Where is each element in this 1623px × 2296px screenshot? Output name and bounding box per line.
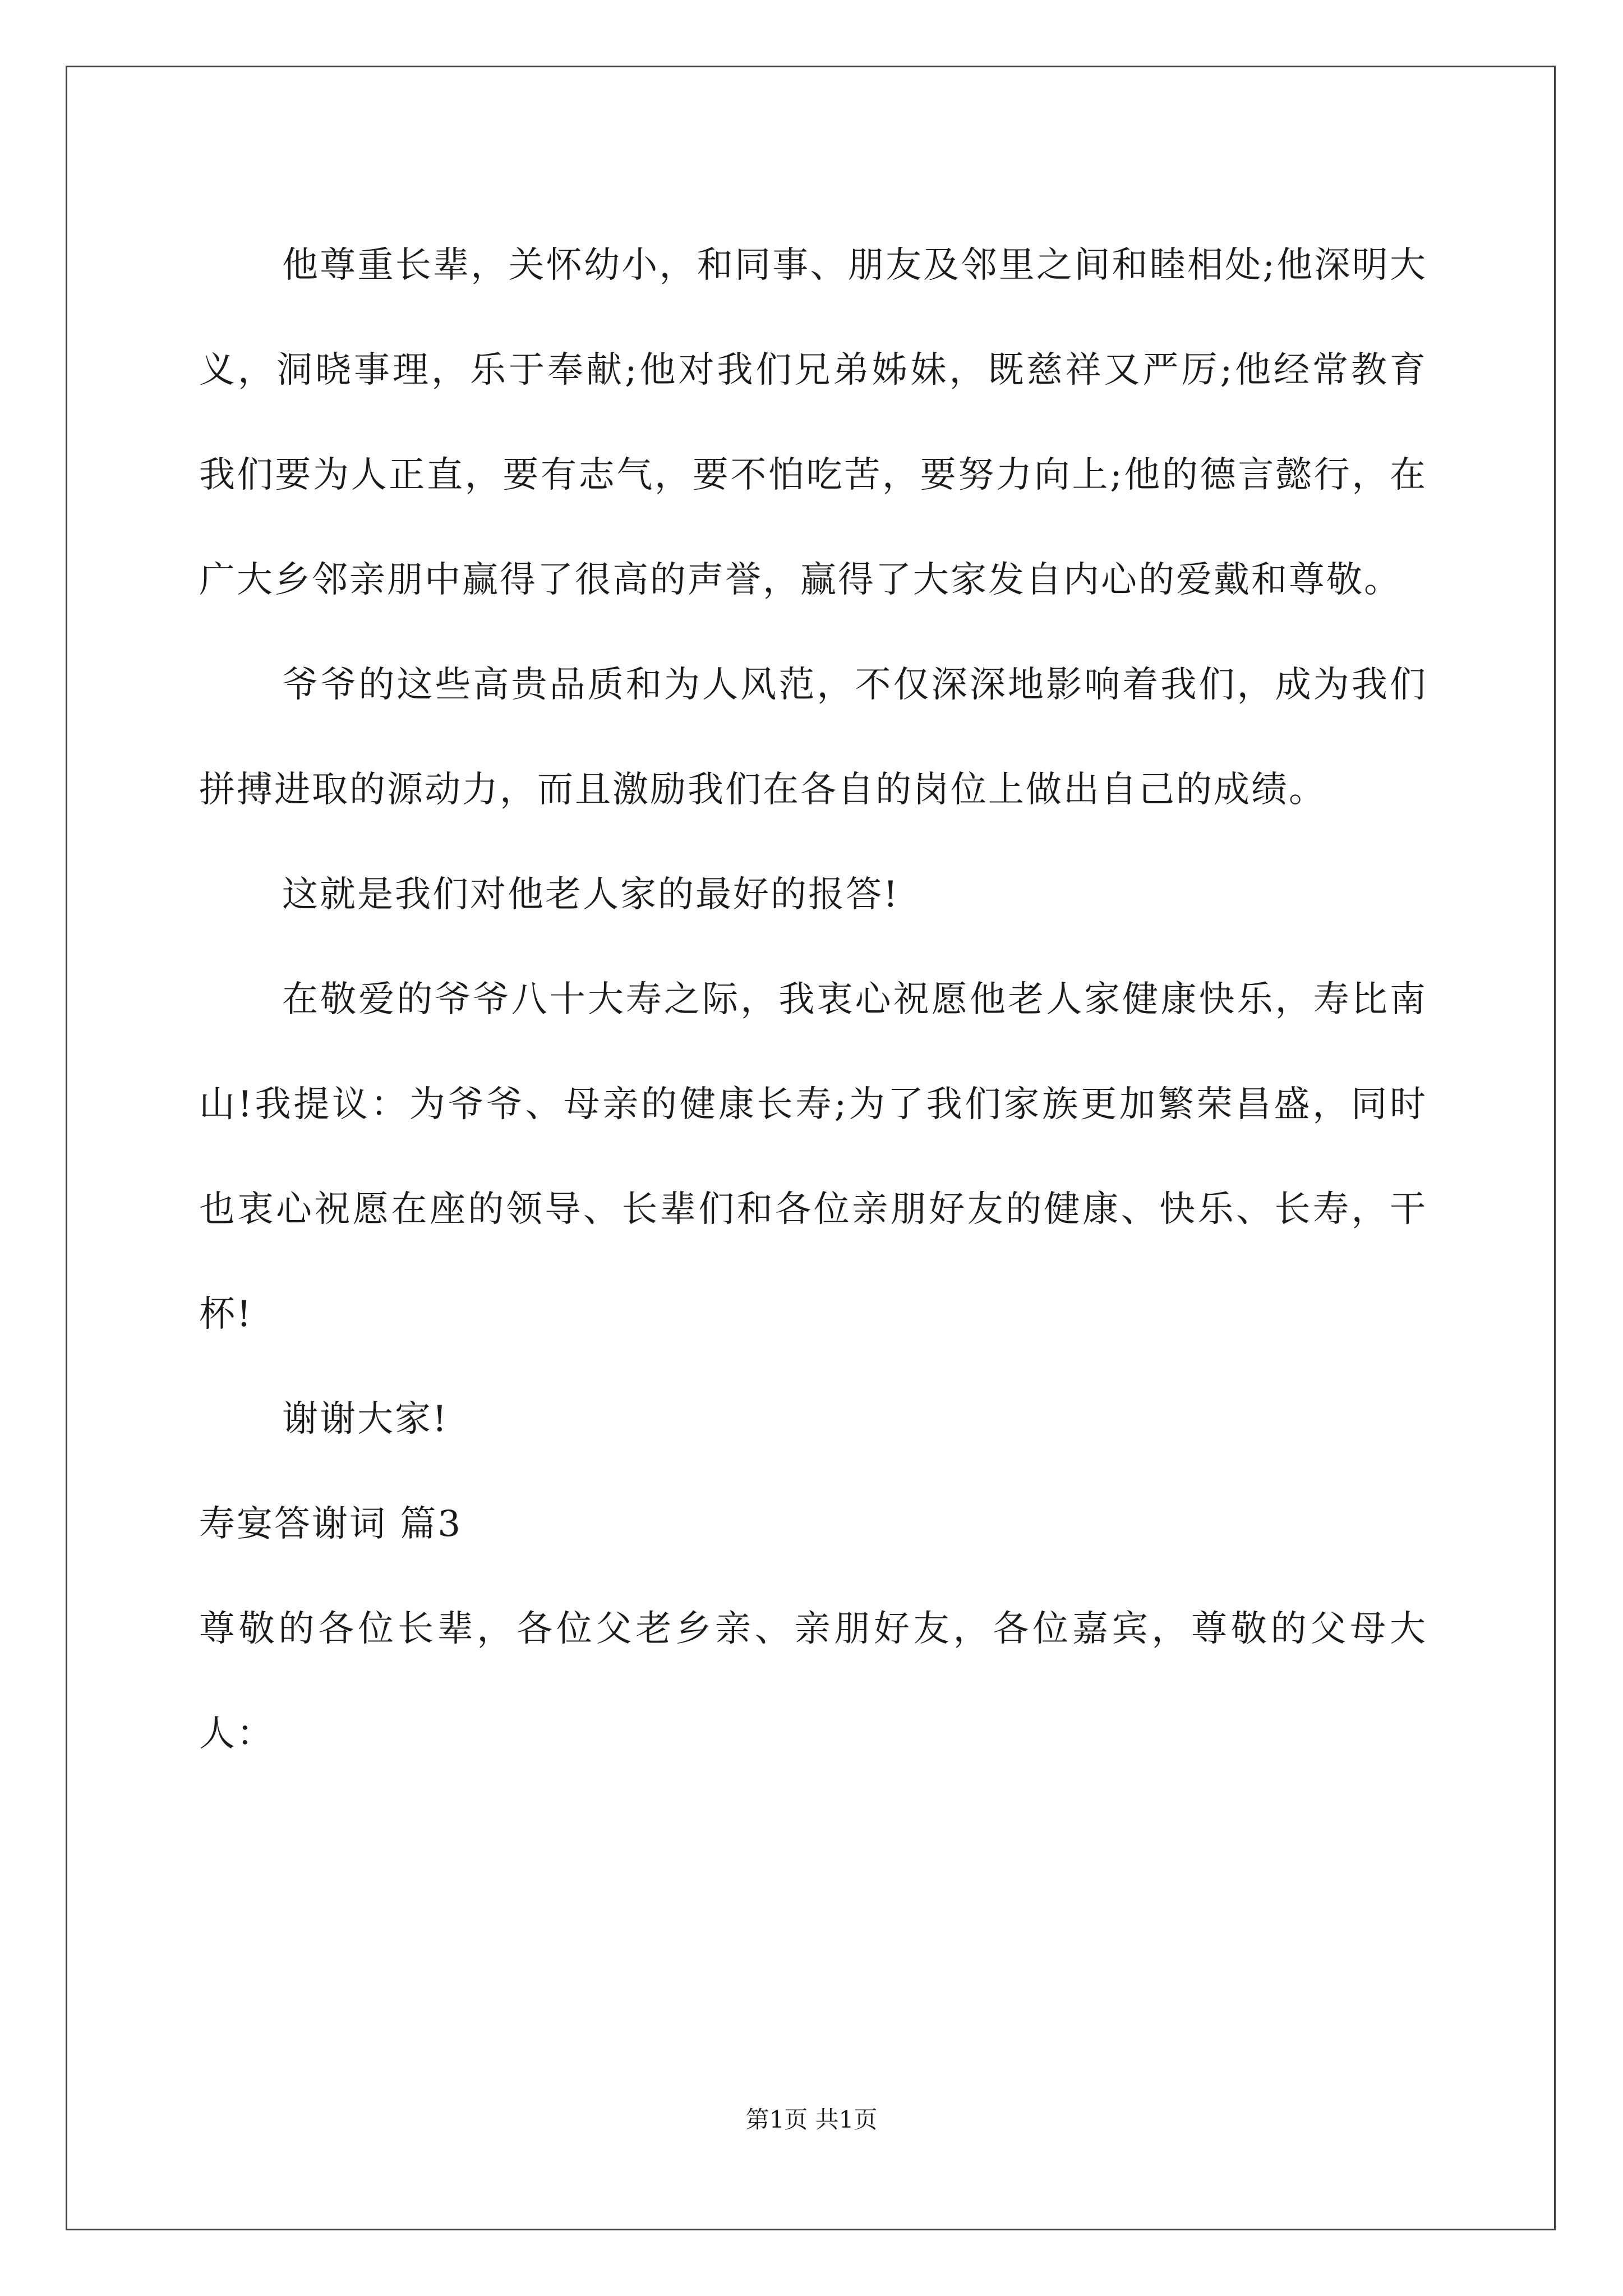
paragraph-3: 这就是我们对他老人家的最好的报答! — [282, 874, 900, 915]
document-body — [199, 213, 1427, 1787]
paragraph-5: 谢谢大家! — [282, 1398, 449, 1440]
paragraph-4: 在敬爱的爷爷八十大寿之际，我衷心祝愿他老人家健康快乐，寿比南山!我提议：为爷爷、母亲的健康长寿;为了我们家族更加繁荣昌盛，同时也衷心祝愿在座的领导、长辈们和各位亲朋好友的健康、快乐、长寿，干杯! — [199, 979, 1427, 1335]
paragraph-1: 他尊重长辈，关怀幼小，和同事、朋友及邻里之间和睦相处;他深明大义，洞晓事理，乐于奉献;他对我们兄弟姊妹，既慈祥又严厉;他经常教育我们要为人正直，要有志气，要不怕吃苦，要努力向上;他的德言懿行，在广大乡邻亲朋中赢得了很高的声誉，赢得了大家发自内心的爱戴和尊敬。 — [199, 245, 1427, 601]
salutation-paragraph: 尊敬的各位长辈，各位父老乡亲、亲朋好友，各位嘉宾，尊敬的父母大人： — [199, 1608, 1427, 1755]
section-heading: 寿宴答谢词 篇3 — [199, 1503, 463, 1545]
paragraph-2: 爷爷的这些高贵品质和为人风范，不仅深深地影响着我们，成为我们拼搏进取的源动力，而且激励我们在各自的岗位上做出自己的成绩。 — [199, 664, 1427, 811]
page-footer: 第1页 共1页 — [745, 2106, 878, 2133]
